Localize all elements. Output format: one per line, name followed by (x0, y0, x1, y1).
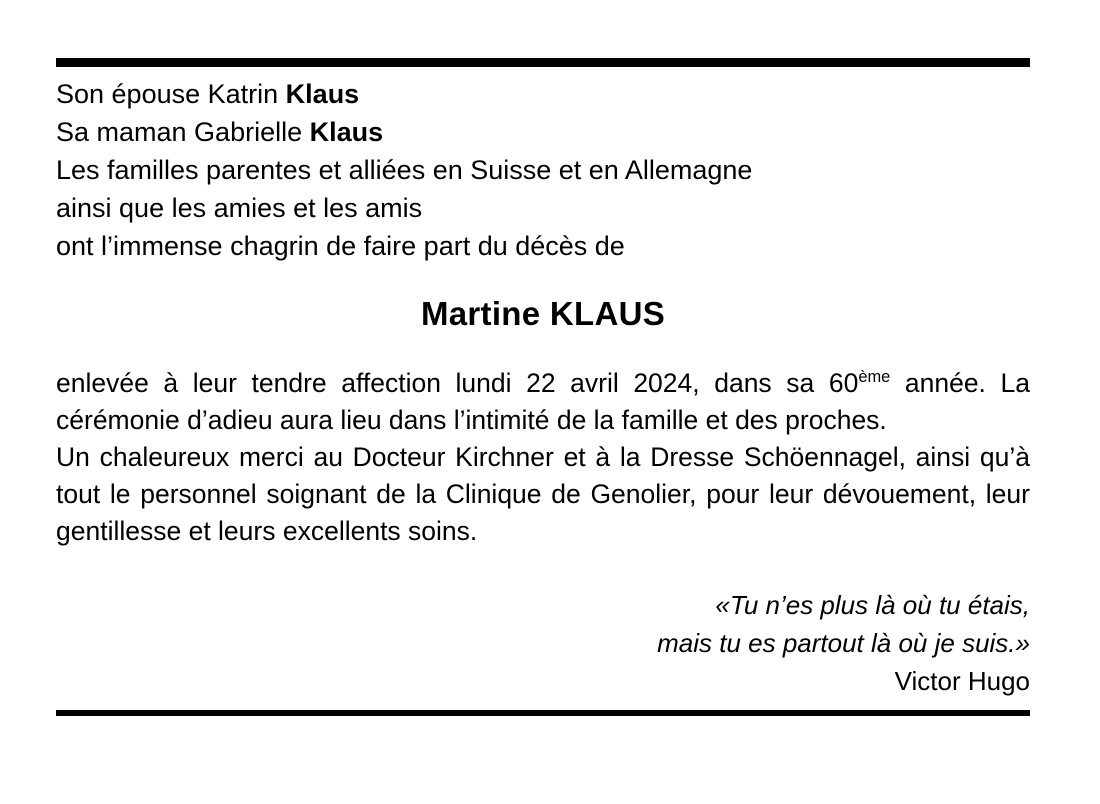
deceased-name: Martine KLAUS (420, 295, 666, 332)
quote-author: Victor Hugo (894, 665, 1030, 696)
quote-line-1: «Tu n’es plus là où tu étais, (715, 589, 1030, 620)
intro-line-2-text: Sa maman Gabrielle (56, 117, 310, 147)
bottom-divider (56, 710, 1030, 716)
intro-line-1-text: Son épouse Katrin (56, 79, 286, 109)
intro-line-2-bold: Klaus (309, 117, 384, 147)
thanks-paragraph: Un chaleureux merci au Docteur Kirchner et à la Dresse Schöennagel, ainsi qu’à tout le personnel soignant de la Clinique de Genolier, pour leur dévouement, leur gentillesse et leurs excellents soins. (56, 441, 1030, 546)
intro-line-4: ainsi que les amies et les amis (56, 193, 423, 223)
ceremony-paragraph (56, 359, 1030, 439)
intro-line-1-bold: Klaus (285, 79, 360, 109)
ceremony-paragraph-part2: année. La cérémonie d’adieu aura lieu dans l’intimité de la famille et des proches. (56, 367, 1030, 435)
intro-line-2 (56, 113, 1030, 151)
notice-body (56, 67, 1030, 700)
ordinal-suffix: ème (858, 368, 891, 386)
intro-line-5: ont l’immense chagrin de faire part du décès de (56, 231, 625, 261)
ceremony-paragraph-part1: enlevée à leur tendre affection lundi 22 avril 2024, dans sa 60 (56, 367, 859, 398)
quote-block (56, 586, 1030, 700)
intro-line-3: Les familles parentes et alliées en Suisse et en Allemagne (56, 155, 753, 185)
top-divider (56, 58, 1030, 67)
intro-line-1 (56, 75, 1030, 113)
quote-line-2: mais tu es partout là où je suis.» (657, 627, 1030, 658)
obituary-notice (56, 58, 1030, 716)
